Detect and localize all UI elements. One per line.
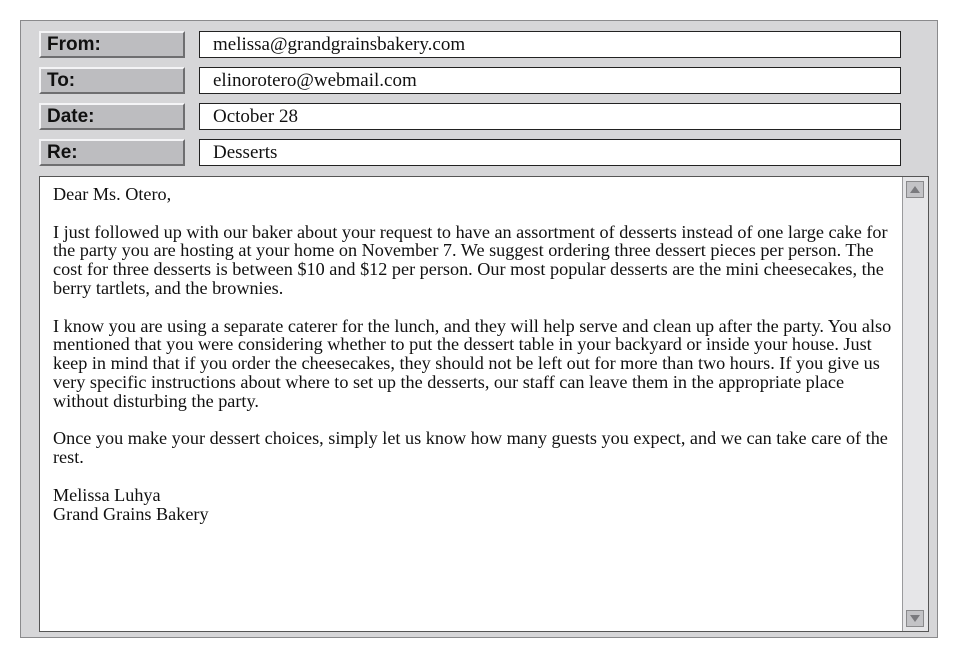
to-field[interactable]: elinorotero@webmail.com: [199, 67, 901, 94]
subject-field[interactable]: Desserts: [199, 139, 901, 166]
date-label: Date:: [39, 103, 185, 130]
paragraph-1: I just followed up with our baker about your request to have an assortment of desserts instead of one large cake for the party you are hosting at your home on November 7. We suggest ordering three dessert pieces per person. The cost for three desserts is between $10 and $12 per person. Our most popular desserts are the mini cheesecakes, the berry tartlets, and the brownies.: [53, 221, 888, 298]
to-label: To:: [39, 67, 185, 94]
date-row: [39, 103, 901, 130]
scroll-up-button[interactable]: [906, 181, 924, 198]
re-label: Re:: [39, 139, 185, 166]
signature-name: Melissa Luhya: [53, 484, 161, 505]
from-label: From:: [39, 31, 185, 58]
email-window: [20, 20, 938, 638]
paragraph-2: I know you are using a separate caterer for the lunch, and they will help serve and clean up after the party. You also mentioned that you were considering whether to put the dessert table in your backyard or inside your house. Just keep in mind that if you order the cheesecakes, they should not be left out for more than two hours. If you give us very specific instructions about where to set up the desserts, our staff can leave them in the appropriate place without disturbing the party.: [53, 315, 892, 411]
message-body[interactable]: [39, 176, 929, 632]
from-row: [39, 31, 901, 58]
paragraph-3: Once you make your dessert choices, simply let us know how many guests you expect, and we can take care of the rest.: [53, 428, 888, 468]
to-row: [39, 67, 901, 94]
scroll-up-icon: [910, 186, 920, 193]
scroll-down-button[interactable]: [906, 610, 924, 627]
vertical-scrollbar[interactable]: [902, 177, 928, 631]
scroll-down-icon: [910, 615, 920, 622]
signature-company: Grand Grains Bakery: [53, 503, 209, 524]
re-row: [39, 139, 901, 166]
from-field[interactable]: melissa@grandgrainsbakery.com: [199, 31, 901, 58]
greeting: Dear Ms. Otero,: [53, 184, 172, 204]
message-text: [53, 185, 901, 523]
date-field[interactable]: October 28: [199, 103, 901, 130]
